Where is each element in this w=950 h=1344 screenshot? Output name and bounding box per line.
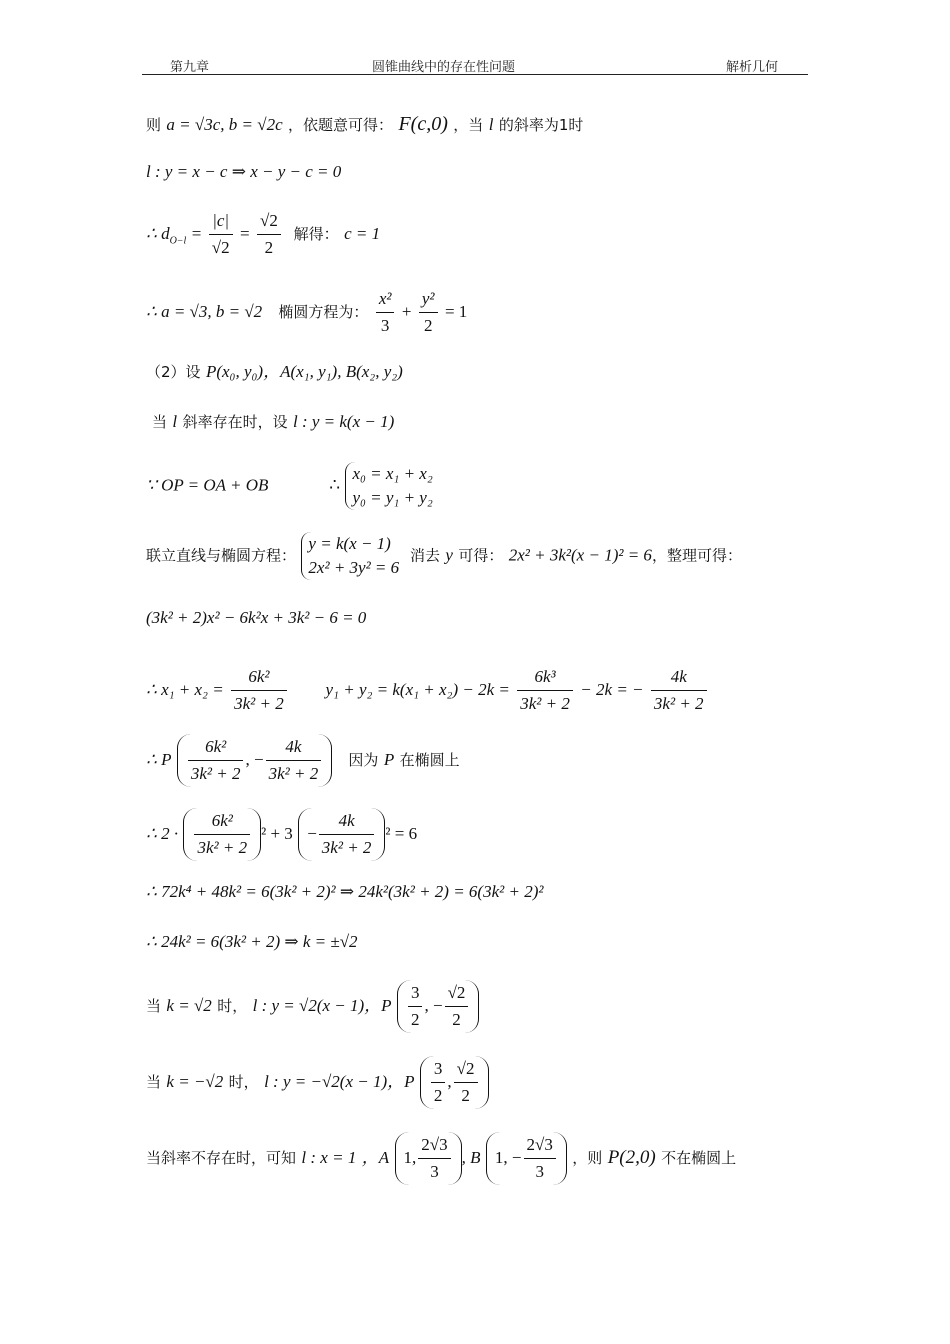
text: 的斜率为1时 xyxy=(498,116,584,134)
fraction xyxy=(231,664,287,717)
equation: x₀ = x₁ + x₂ xyxy=(352,464,433,483)
fraction xyxy=(188,734,244,787)
numerator: y² xyxy=(419,286,438,313)
line-1 xyxy=(146,112,583,137)
math: F(c,0) xyxy=(398,113,448,135)
fraction xyxy=(209,208,233,261)
math: ² + 3 xyxy=(261,824,293,843)
text: 联立直线与椭圆方程： xyxy=(146,546,297,565)
text: 椭圆方程为： xyxy=(278,303,369,321)
numerator: 6k³ xyxy=(517,664,573,691)
equation-system xyxy=(345,462,432,510)
fraction xyxy=(266,734,322,787)
math: y xyxy=(445,545,453,565)
math-subscript: O−l xyxy=(169,235,187,247)
math: = 1 xyxy=(444,302,468,321)
line-3 xyxy=(146,208,380,261)
text: 当 xyxy=(146,997,162,1015)
parenthesis-group xyxy=(298,808,385,861)
fraction xyxy=(376,286,395,339)
math: l xyxy=(488,115,494,134)
numerator: 6k² xyxy=(188,734,244,761)
equation: 2x² + 3y² = 6 xyxy=(308,558,400,577)
math: − xyxy=(307,824,317,843)
denominator: 2 xyxy=(264,238,274,257)
text: 时， xyxy=(217,997,248,1015)
math: = xyxy=(191,224,202,243)
math: , xyxy=(447,1072,452,1091)
denominator: 3k² + 2 xyxy=(268,764,319,783)
denominator: √2 xyxy=(211,238,230,257)
fraction xyxy=(408,980,423,1033)
numerator: 4k xyxy=(651,664,707,691)
header-chapter: 第九章 xyxy=(170,60,210,75)
math: ∴ a = √3, b = √2 xyxy=(146,302,263,321)
math: ² = 6 xyxy=(385,824,418,843)
denominator: 3k² + 2 xyxy=(520,694,570,713)
denominator: 3k² + 2 xyxy=(234,694,284,713)
line-10 xyxy=(146,664,709,717)
denominator: 2 xyxy=(433,1086,443,1105)
fraction xyxy=(517,664,573,717)
text: 消去 xyxy=(409,546,440,565)
line-14: ∴ 24k² = 6(3k² + 2) ⇒ k = ±√2 xyxy=(146,932,358,951)
parenthesis-group xyxy=(395,1132,462,1185)
parenthesis-group xyxy=(486,1132,567,1185)
denominator: 3k² + 2 xyxy=(653,694,704,713)
math: l xyxy=(172,412,178,431)
fraction xyxy=(445,980,469,1033)
numerator: 6k² xyxy=(194,808,250,835)
denominator: 3 xyxy=(380,316,390,335)
math: ∵ OP = OA + OB xyxy=(146,475,269,495)
math: = xyxy=(239,224,250,243)
text: （2）设 xyxy=(146,363,201,381)
fraction xyxy=(257,208,281,261)
fraction xyxy=(651,664,707,717)
numerator: 4k xyxy=(266,734,322,761)
numerator: √2 xyxy=(454,1056,478,1083)
text: ，当 xyxy=(453,116,484,134)
math: , − xyxy=(424,996,443,1015)
line-11 xyxy=(146,734,460,787)
line-8 xyxy=(146,532,742,580)
math: l : y = √2(x − 1)，P xyxy=(252,996,392,1015)
math: y₁ + y₂ = k(x₁ + x₂) − 2k = xyxy=(325,680,510,699)
text: 时， xyxy=(228,1073,259,1091)
math: k = −√2 xyxy=(166,1072,224,1091)
text: 因为 xyxy=(348,751,379,769)
line-15 xyxy=(146,980,479,1033)
fraction xyxy=(524,1132,556,1185)
numerator: x² xyxy=(376,286,395,313)
math: ∴ 2 · xyxy=(146,824,179,843)
math: P xyxy=(383,750,395,769)
text: 则 xyxy=(146,116,162,134)
text: 当 xyxy=(146,1073,162,1091)
text: 斜率存在时，设 xyxy=(182,413,288,431)
text: 可得： xyxy=(458,546,504,565)
line-9: (3k² + 2)x² − 6k²x + 3k² − 6 = 0 xyxy=(146,608,367,627)
equation: y = k(x − 1) xyxy=(308,534,391,553)
fraction xyxy=(418,1132,450,1185)
denominator: 3k² + 2 xyxy=(197,838,248,857)
text: 不在椭圆上 xyxy=(661,1149,737,1167)
line-7 xyxy=(146,462,433,510)
numerator: 3 xyxy=(408,980,423,1007)
text: ，则 xyxy=(572,1149,603,1167)
line-6 xyxy=(152,410,394,434)
math: ∴ xyxy=(329,475,341,495)
line-5 xyxy=(146,360,403,384)
fraction xyxy=(194,808,250,861)
math: ∴ d xyxy=(146,224,170,243)
parenthesis-group xyxy=(183,808,261,861)
numerator: √2 xyxy=(257,208,281,235)
text: 解得： xyxy=(293,225,339,243)
equation: y₀ = y₁ + y₂ xyxy=(352,488,433,507)
line-12 xyxy=(146,808,417,861)
text: 在椭圆上 xyxy=(399,751,460,769)
math: , − xyxy=(245,750,264,769)
denominator: 3 xyxy=(535,1162,544,1181)
numerator: 2√3 xyxy=(418,1132,450,1159)
denominator: 2 xyxy=(423,316,433,335)
denominator: 2 xyxy=(461,1086,470,1105)
fraction xyxy=(454,1056,478,1109)
header-title: 圆锥曲线中的存在性问题 xyxy=(372,60,516,75)
numerator: √2 xyxy=(445,980,469,1007)
text: ，整理可得： xyxy=(651,546,742,565)
math: k = √2 xyxy=(166,996,212,1015)
math: ∴ P xyxy=(146,750,172,769)
math: l : y = −√2(x − 1)，P xyxy=(264,1072,415,1091)
equation-system xyxy=(301,532,399,580)
math: , B xyxy=(461,1148,481,1167)
numerator: |c| xyxy=(209,208,233,235)
numerator: 3 xyxy=(431,1056,446,1083)
fraction xyxy=(319,808,375,861)
denominator: 3k² + 2 xyxy=(190,764,241,783)
denominator: 2 xyxy=(410,1010,420,1029)
math: P(x₀, y₀)，A(x₁, y₁), B(x₂, y₂) xyxy=(205,362,403,381)
page-header xyxy=(142,56,808,75)
numerator: 2√3 xyxy=(524,1132,556,1159)
parenthesis-group xyxy=(177,734,332,787)
denominator: 2 xyxy=(452,1010,461,1029)
denominator: 3 xyxy=(430,1162,439,1181)
math: c = 1 xyxy=(344,224,381,243)
text: 当斜率不存在时，可知 xyxy=(146,1149,297,1167)
denominator: 3k² + 2 xyxy=(321,838,372,857)
math: ，A xyxy=(361,1148,390,1167)
math: l : y = k(x − 1) xyxy=(292,412,395,431)
parenthesis-group xyxy=(420,1056,489,1109)
line-4 xyxy=(146,286,467,339)
math: − 2k = − xyxy=(580,680,644,699)
line-17 xyxy=(146,1132,736,1185)
math: P(2,0) xyxy=(607,1147,656,1168)
math: l : x = 1 xyxy=(301,1148,357,1167)
line-16 xyxy=(146,1056,489,1109)
fraction xyxy=(431,1056,446,1109)
line-2: l : y = x − c ⇒ x − y − c = 0 xyxy=(146,162,342,181)
text: 当 xyxy=(152,413,168,431)
numerator: 4k xyxy=(319,808,375,835)
header-subject: 解析几何 xyxy=(725,60,778,75)
parenthesis-group xyxy=(397,980,479,1033)
line-13: ∴ 72k⁴ + 48k² = 6(3k² + 2)² ⇒ 24k²(3k² + 2) = 6(3k² + 2)² xyxy=(146,882,544,901)
fraction xyxy=(419,286,438,339)
math: + xyxy=(401,302,412,321)
numerator: 6k² xyxy=(231,664,287,691)
math: a = √3c, b = √2c xyxy=(166,115,283,134)
math: ∴ x₁ + x₂ = xyxy=(146,680,224,699)
text: ，依题意可得： xyxy=(288,116,394,134)
math: 1, xyxy=(403,1148,417,1167)
math: 2x² + 3k²(x − 1)² = 6 xyxy=(508,545,652,565)
math: 1, − xyxy=(494,1148,522,1167)
